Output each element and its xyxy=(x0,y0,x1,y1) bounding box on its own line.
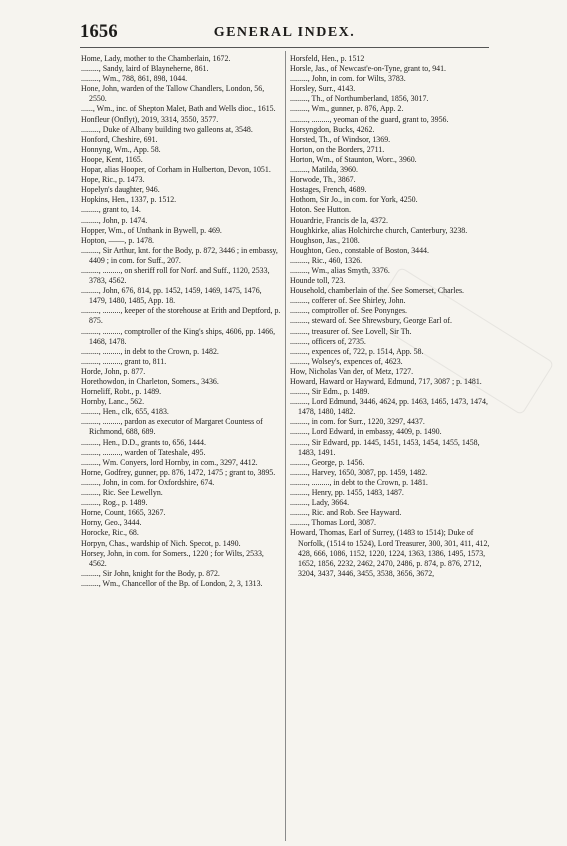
index-entry: Hope, Ric., p. 1473. xyxy=(81,175,145,185)
index-entry: ........., ........., yeoman of the guard, grant to, 3956. xyxy=(290,114,449,124)
index-entry: ........., Th., of Northumberland, 1856, 3017. xyxy=(290,94,429,104)
index-entry: Horde, John, p. 877. xyxy=(81,366,146,376)
index-entry: Hopelyn's daughter, 946. xyxy=(81,185,160,195)
index-entry: ........., ........., on sheriff roll for Norf. and Suff., 1120, 2533, 3783, 4562. xyxy=(81,265,270,286)
index-entry: ......, Wm., inc. of Shepton Malet, Bath and Wells dioc., 1615. xyxy=(81,104,276,114)
index-entry: ........., steward of. See Shrewsbury, George Earl of. xyxy=(290,316,452,326)
index-entry: ........., Ric. and Rob. See Hayward. xyxy=(290,508,402,518)
index-entry: How, Nicholas Van der, of Metz, 1727. xyxy=(290,366,414,376)
index-entry: ........., Wm., gunner, p. 876, App. 2. xyxy=(290,104,404,114)
page-title: GENERAL INDEX. xyxy=(213,25,356,40)
index-entry: ........., Lady, 3664. xyxy=(290,498,350,508)
index-entry: ........., Duke of Albany building two galleons at, 3548. xyxy=(81,124,253,134)
index-entry: Houghkirke, alias Holchirche church, Canterbury, 3238. xyxy=(290,225,468,235)
index-entry: ........., ........., in debt to the Crown, p. 1481. xyxy=(290,477,428,487)
index-entry: Houardrie, Francis de la, 4372. xyxy=(290,215,388,225)
index-entry: ........., Wm., Chancellor of the Bp. of London, 2, 3, 1313. xyxy=(81,578,263,588)
index-entry: Horsyngdon, Bucks, 4262. xyxy=(290,124,375,134)
index-entry: Hone, John, warden of the Tallow Chandlers, London, 56, 2550. xyxy=(81,84,265,104)
index-entry: ........., Sir Arthur, knt. for the Body, p. 872, 3446 ; in embassy, 4409 ; in com. for Suff., 207. xyxy=(81,245,278,265)
index-entry: ........., ........., comptroller of the King's ships, 4606, pp. 1466, 1468, 1478. xyxy=(81,326,276,346)
header-rule xyxy=(80,47,489,48)
index-entry: Hopkins, Hen., 1337, p. 1512. xyxy=(81,195,177,205)
index-entry: ........., ........., grant to, 811. xyxy=(81,356,167,366)
index-entry: Horpyn, Chas., wardship of Nich. Specot, p. 1490. xyxy=(81,538,241,548)
index-entry: Howard, Haward or Hayward, Edmund, 717, 3087 ; p. 1481. xyxy=(290,377,482,386)
index-entry: Horne, Count, 1665, 3267. xyxy=(81,508,166,518)
index-entry: ........., Ric., 460, 1326. xyxy=(290,255,363,265)
index-entry: Horwode, Th., 3867. xyxy=(290,175,356,185)
index-entry: Horsley, Surr., 4143. xyxy=(290,84,356,94)
index-entry: Horsted, Th., of Windsor, 1369. xyxy=(290,134,391,144)
index-entry: ........., Sir Edward, pp. 1445, 1451, 1453, 1454, 1455, 1458, 1483, 1491. xyxy=(290,437,480,457)
index-entry: ........., Lord Edward, in embassy, 4409, p. 1490. xyxy=(290,427,442,437)
index-entry: ........., Thomas Lord, 3087. xyxy=(290,518,376,528)
index-entry: ........., treasurer of. See Lovell, Sir Th. xyxy=(290,326,412,336)
index-entry: ........., Wm., alias Smyth, 3376. xyxy=(290,265,390,275)
index-entry: ........., Sandy, laird of Blayneherne, 861. xyxy=(81,64,209,74)
index-entry: ........., ........., keeper of the storehouse at Erith and Deptford, p. 875. xyxy=(81,306,281,326)
index-entry: ........., Matilda, 3960. xyxy=(290,165,358,175)
index-entry: Honford, Cheshire, 691. xyxy=(81,134,158,144)
index-entry: Hoope, Kent, 1165. xyxy=(81,154,143,164)
index-entry: ........., John, p. 1474. xyxy=(81,215,148,225)
index-entry: Hoton. See Hutton. xyxy=(290,205,351,215)
index-entry: Honnyng, Wm., App. 58. xyxy=(81,144,161,154)
index-entry: Honfleur (Onflyt), 2019, 3314, 3550, 3577. xyxy=(81,114,219,124)
index-entry: Home, Lady, mother to the Chamberlain, 1672. xyxy=(81,54,231,63)
index-entry: ........., Wm., 788, 861, 898, 1044. xyxy=(81,74,188,84)
index-entry: ........., John, 676, 814, pp. 1452, 1459, 1469, 1475, 1476, 1479, 1480, 1485, App. 18. xyxy=(81,286,262,306)
index-entry: Houghson, Jas., 2108. xyxy=(290,235,360,245)
index-entry: ........., officers of, 2735. xyxy=(290,336,366,346)
index-entry: ........., cofferer of. See Shirley, John. xyxy=(290,296,406,306)
right-column xyxy=(290,54,490,579)
index-entry: Hopar, alias Hooper, of Corham in Hulberton, Devon, 1051. xyxy=(81,165,271,175)
index-entry: Horton, Wm., of Staunton, Worc., 3960. xyxy=(290,154,417,164)
index-entry: Hothom, Sir Jo., in com. for York, 4250. xyxy=(290,195,418,205)
index-entry: ........., ........., pardon as executor of Margaret Countess of Richmond, 688, 689. xyxy=(81,417,263,437)
index-entry: Horneliff, Robt., p. 1489. xyxy=(81,387,162,397)
index-entry: Horocke, Ric., 68. xyxy=(81,528,139,538)
index-entry: ........., ........., warden of Tateshale, 495. xyxy=(81,447,206,457)
index-entry: ........., Hen., D.D., grants to, 656, 1444. xyxy=(81,437,206,447)
index-entry: Hounde toll, 723. xyxy=(290,276,346,286)
index-entry: Horne, Godfrey, gunner, pp. 876, 1472, 1475 ; grant to, 3895. xyxy=(81,467,276,477)
column-divider xyxy=(285,51,286,841)
index-entry: Hopper, Wm., of Unthank in Bywell, p. 469. xyxy=(81,225,222,235)
index-entry: Hopton, ——, p. 1478. xyxy=(81,235,154,245)
index-entry: ........., ........., in debt to the Crown, p. 1482. xyxy=(81,346,219,356)
index-entry: Howard, Thomas, Earl of Surrey, (1483 to 1514); Duke of Norfolk, (1514 to 1524), Lord Treasurer, 300, 301, 411, 412, 428, 666, 1086, 1152, 1220, 1224, 1363, 1386, 1495, 1573, 1652, 1856, 2232, 2462, 2470, 2486, p. 874, p. 876, 2712, 3204, 3437, 3446, 3455, 3538, 3656, 3672, xyxy=(290,528,490,578)
index-entry: ........., Lord Edmund, 3446, 4624, pp. 1463, 1465, 1473, 1474, 1478, 1480, 1482. xyxy=(290,397,488,417)
index-entry: ........., Ric. See Lewellyn. xyxy=(81,488,163,498)
index-entry: ........., Sir Edm., p. 1489. xyxy=(290,387,370,397)
index-entry: Hornby, Lanc., 562. xyxy=(81,397,145,407)
index-entry: ........., Sir John, knight for the Body, p. 872. xyxy=(81,568,220,578)
index-entry: Horsfeld, Hen., p. 1512 xyxy=(290,54,365,63)
index-entry: ........., John, in com. for Oxfordshire, 674. xyxy=(81,477,215,487)
index-entry: Hostages, French, 4689. xyxy=(290,185,367,195)
index-entry: ........., expences of, 722, p. 1514, App. 58. xyxy=(290,346,424,356)
index-entry: ........., Henry, pp. 1455, 1483, 1487. xyxy=(290,488,404,498)
index-entry: ........., Wolsey's, expences of, 4623. xyxy=(290,356,403,366)
index-entry: Horton, on the Borders, 2711. xyxy=(290,144,385,154)
index-entry: Horsle, Jas., of Newcast'e-on-Tyne, grant to, 941. xyxy=(290,64,447,74)
index-entry: ........., Hen., clk, 655, 4183. xyxy=(81,407,169,417)
index-entry: ........., comptroller of. See Ponynges. xyxy=(290,306,408,316)
page-header xyxy=(80,22,489,44)
index-entry: ........., George, p. 1456. xyxy=(290,457,365,467)
index-entry: Horethowdon, in Charleton, Somers., 3436. xyxy=(81,377,219,386)
index-entry: ........., Rog., p. 1489. xyxy=(81,498,148,508)
index-entry: Horny, Geo., 3444. xyxy=(81,518,142,528)
index-entry: ........., in com. for Surr., 1220, 3297, 4437. xyxy=(290,417,425,427)
index-entry: ........., John, in com. for Wilts, 3783. xyxy=(290,74,406,84)
index-entry: Horsey, John, in com. for Somers., 1220 ; for Wilts, 2533, 4562. xyxy=(81,548,264,568)
left-column xyxy=(81,54,281,589)
index-entry: ........., Wm. Conyers, lord Hornby, in com., 3297, 4412. xyxy=(81,457,258,467)
index-entry: Houghton, Geo., constable of Boston, 3444. xyxy=(290,245,429,255)
index-entry: Household, chamberlain of the. See Somerset, Charles. xyxy=(290,286,464,296)
index-entry: ........., grant to, 14. xyxy=(81,205,141,215)
page-number: 1656 xyxy=(80,22,118,42)
index-entry: ........., Harvey, 1650, 3087, pp. 1459, 1482. xyxy=(290,467,428,477)
